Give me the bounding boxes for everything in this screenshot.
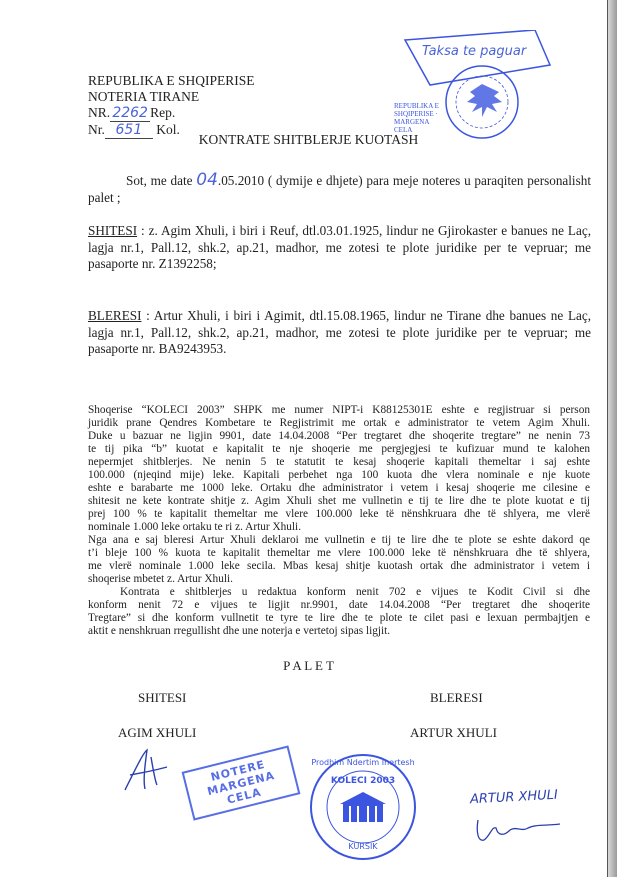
kol-prefix: Nr. [88, 122, 105, 137]
document-title: KONTRATE SHITBLERJE KUOTASH [198, 132, 419, 147]
body-line: Duke u bazuar ne ligjin 9901, date 14.04.2008 “Per tregtaret dhe shoqerite tregtare” ne nenin 73 [88, 430, 590, 442]
tax-paid-stamp-text: Taksa te paguar [422, 44, 527, 59]
seller-label: SHITESI [88, 223, 138, 238]
body-line: shoqerise mbetet z. Artur Xhuli. [88, 573, 233, 585]
body-line: prej 100 % te kapitalit themeltar me vlere 100.000 leke të nënshkruara dhe të shlyera, me vlerë [88, 508, 590, 520]
buyer-name: ARTUR XHULI [410, 725, 497, 740]
contract-body [88, 404, 590, 638]
seller-details: : z. Agim Xhuli, i biri i Reuf, dtl.03.01.1925, lindur ne Gjirokaster e banues ne Laç, lagja nr.1, Pall.12, shk.2, ap.21, madhor, me zotesi te plote juridike per te vepruar; me pasaporte nr. Z1392258; [88, 223, 591, 271]
notary-seal-group [394, 30, 600, 140]
seller-name: AGIM XHULI [118, 725, 197, 740]
body-line: 100.000 (njeqind mije) leke. Kapitali perbehet nga 100 kuota dhe vlera nominale e nje kuote [88, 469, 590, 481]
body-line: Shoqerise “KOLECI 2003” SHPK me numer NIPT-i K88125301E eshte e regjistruar si person [88, 404, 590, 416]
rep-number-handwritten: 2262 [110, 105, 150, 122]
body-line: eshte e barabarte me 1000 leke. Ortaku dhe administrator i vetem i kesaj shoqerie me cilesine e [88, 482, 590, 494]
buyer-paragraph [88, 308, 591, 358]
body-line: t’i bleje 100 % kuota te kapitalit themeltar me vlere 100.000 leke të nënshkruara dhe të shlyera, [88, 547, 590, 559]
header-notary: NOTERIA TIRANE [88, 89, 200, 104]
body-line: Nga ana e saj bleresi Artur Xhuli deklaroi me vullnetin e tij te lire dhe te plote se eshte dakord qe [88, 534, 590, 546]
kol-suffix: Kol. [156, 122, 180, 137]
intro-day-handwritten: 04 [196, 170, 218, 190]
company-stamp-name: KOLECI 2003 [330, 776, 396, 786]
document-header [88, 73, 255, 139]
body-line: nominale 1.000 leke ortaku te ri z. Artur Xhuli. [88, 521, 302, 533]
header-republic: REPUBLIKA E SHQIPERISE [88, 73, 255, 88]
buyer-role: BLERESI [430, 690, 483, 705]
body-line: shitesit ne kete kontrate shitje z. Agim Xhuli shet me vullnetin e tij te lire dhe te plote kuotat e tij [88, 495, 590, 507]
company-stamp-top: Prodhim Ndertim Inertesh [311, 758, 415, 767]
kol-number-handwritten: 651 [105, 122, 153, 139]
body-line: me vlerë nominale 1.000 leke secila. Mbas kesaj shitje kuotash ortak dhe administrator i vetem i [88, 560, 590, 572]
buyer-details: : Artur Xhuli, i biri i Agimit, dtl.15.08.1965, lindur ne Tirane dhe banues ne Laç, lagja nr.1, Pall.12, shk.2, ap.21, madhor, me zotesi te plote juridike per te vepruar; me pasaporte nr. BA9243953. [88, 308, 591, 356]
intro-paragraph [88, 172, 591, 206]
parties-heading: P A L E T [283, 658, 334, 673]
notary-seal-text: REPUBLIKA E SHQIPERISE · MARGENA CELA [394, 102, 439, 134]
rep-prefix: NR. [88, 105, 111, 120]
company-stamp-bottom: KURSIK [348, 842, 378, 851]
header-rep-number [88, 105, 255, 122]
rep-suffix: Rep. [150, 105, 176, 120]
buyer-signature-icon [470, 810, 570, 850]
body-line: Kontrata e shitblerjes u redaktua konform nenit 702 e vijues te Kodit Civil si dhe [120, 586, 590, 598]
body-line: Tregtare” si dhe konform vullnetit te tyre te lire dhe te plote te cilet pasi e lexuan permbajtjen e [88, 612, 590, 624]
buyer-handwritten-name: ARTUR XHULI [469, 787, 559, 808]
company-stamp [308, 752, 418, 862]
body-line: nepermjet shitblerjes. Ne nenin 5 te statutit te kesaj shoqerie kapitali themeltar i saj eshte [88, 456, 590, 468]
body-line: konform nenit 72 e vijues te ligjit nr.9901, date 14.04.2008 “Per tregtaret dhe shoqerite [88, 599, 590, 611]
body-line: te tij pika “b” kuotat e kapitalit te nje shoqerie me pergjegjesi te kufizuar mund te kalohen [88, 443, 590, 455]
intro-text-pre: Sot, me date [126, 173, 197, 188]
seller-role: SHITESI [138, 690, 187, 705]
seller-paragraph [88, 223, 591, 273]
intro-text-post: .05.2010 ( dymije e dhjete) para meje noteres u paraqiten personalisht palet ; [88, 173, 591, 205]
body-line: juridik prane Qendres Kombetare te Regjistrimit me ortak e administrator te vetem Agim Xhuli. [88, 417, 590, 429]
notary-rect-stamp: NOTERE MARGENA CELA [182, 745, 301, 820]
seller-signature-icon [115, 745, 175, 795]
body-line: aktit e nenshkruan rregullisht dhe une noterja e vertetoj sipas ligjit. [88, 625, 391, 637]
buyer-label: BLERESI [88, 308, 142, 323]
